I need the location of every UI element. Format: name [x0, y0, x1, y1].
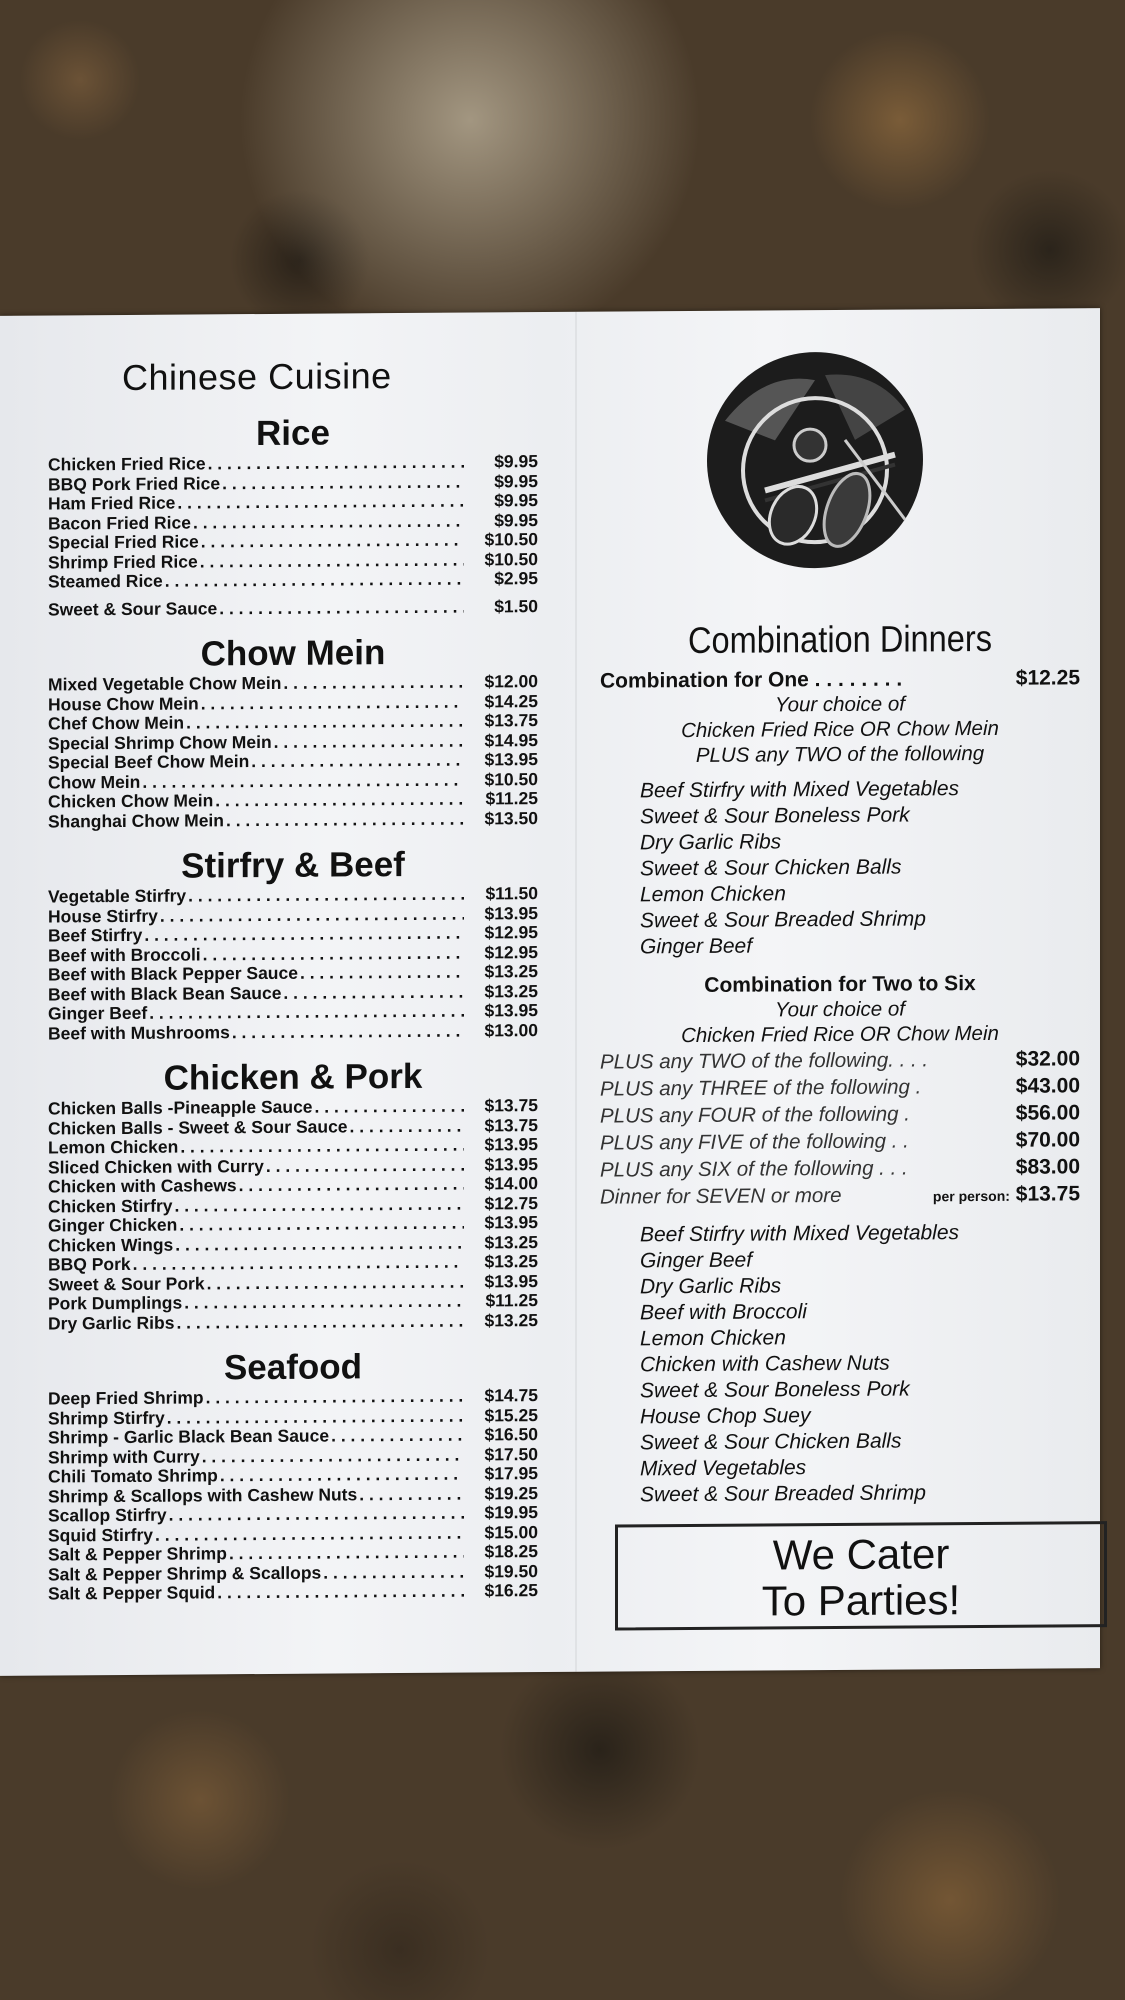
leader-dots: [220, 1465, 464, 1486]
menu-item-price: $13.25: [484, 1231, 538, 1252]
leader-dots: [133, 1253, 464, 1275]
leader-dots: [283, 673, 464, 694]
combination-option: Sweet & Sour Breaded Shrimp: [640, 907, 926, 933]
menu-item-price: $13.75: [484, 710, 538, 731]
leader-dots: [315, 1097, 464, 1118]
menu-item: [48, 1021, 538, 1044]
menu-item-price: $10.50: [484, 768, 538, 789]
menu-item-price: $9.95: [494, 451, 538, 472]
combination-title: Combination Dinners: [687, 617, 993, 662]
menu-item-price: $13.95: [484, 1212, 538, 1233]
leader-dots: [217, 1582, 464, 1603]
dinner-for-seven-row: [600, 1180, 1080, 1212]
menu-item-price: $19.95: [484, 1502, 538, 1523]
catering-box: [615, 1521, 1107, 1630]
menu-item-name: Sweet & Sour Pork: [48, 1272, 205, 1295]
menu-item-price: $1.50: [494, 595, 538, 616]
leader-dots: [266, 1155, 464, 1176]
leader-dots: [323, 1562, 464, 1582]
cater-line: We Cater: [772, 1530, 950, 1579]
menu-item-price: $13.95: [484, 1134, 538, 1155]
choice-line: Chicken Fried Rice OR Chow Mein: [681, 716, 999, 743]
per-person-label: per person:: [932, 1187, 1010, 1205]
menu-item-price: $19.25: [484, 1482, 538, 1503]
dinner-for-seven-label: Dinner for SEVEN or more: [600, 1183, 842, 1209]
menu-item-name: Chicken Balls - Sweet & Sour Sauce: [48, 1115, 348, 1139]
combination-option: Sweet & Sour Boneless Pork: [640, 1377, 910, 1403]
menu-item-name: Chicken Chow Mein: [48, 790, 214, 812]
menu-item-name: Steamed Rice: [48, 570, 163, 592]
leader-dots: [184, 1292, 464, 1313]
plus-label: PLUS any SIX of the following . . .: [600, 1156, 908, 1182]
menu-item-name: Ginger Chicken: [48, 1214, 178, 1236]
leader-dots: [222, 472, 464, 493]
leader-dots: [179, 1214, 464, 1235]
combination-option: Beef Stirfry with Mixed Vegetables: [640, 777, 960, 803]
leader-dots: [176, 1311, 464, 1333]
menu-item-name: Ham Fried Rice: [48, 492, 176, 514]
menu-item-price: $13.00: [484, 1019, 538, 1040]
menu-item-price: $10.50: [484, 529, 538, 550]
menu-item-price: $11.50: [485, 883, 538, 904]
menu-item-price: $10.50: [484, 548, 538, 569]
leader-dots: [219, 597, 464, 618]
plus-label: PLUS any FIVE of the following . .: [600, 1129, 909, 1155]
menu-item-name: Salt & Pepper Shrimp: [48, 1543, 227, 1565]
menu-item-price: $15.00: [484, 1521, 538, 1542]
plus-price: $56.00: [1015, 1101, 1080, 1125]
plus-price-row: [600, 1126, 1080, 1156]
menu-item-price: $17.95: [484, 1463, 538, 1484]
combination-option: Sweet & Sour Breaded Shrimp: [640, 1481, 926, 1507]
menu-item-price: $9.95: [494, 509, 538, 530]
menu-item-price: $2.95: [494, 568, 538, 589]
menu-item-price: $11.25: [485, 788, 538, 809]
menu-item-price: $14.95: [484, 729, 538, 750]
leader-dots: [350, 1116, 464, 1136]
menu-item-price: $13.75: [484, 1114, 538, 1135]
leader-dots: [274, 731, 464, 752]
menu-item-name: Beef with Black Bean Sauce: [48, 982, 282, 1005]
combination-option: Sweet & Sour Chicken Balls: [640, 1429, 902, 1455]
menu-item-price: $13.95: [484, 1270, 538, 1291]
menu-item: [48, 809, 538, 832]
leader-dots: [207, 1272, 464, 1293]
leader-dots: [188, 885, 464, 906]
leader-dots: [200, 550, 464, 571]
choice-line: PLUS any TWO of the following: [695, 741, 985, 767]
combination-option: Beef with Broccoli: [640, 1300, 807, 1325]
menu-item-price: $9.95: [494, 490, 538, 511]
cater-line: To Parties!: [761, 1576, 961, 1625]
menu-item-price: $13.25: [484, 1309, 538, 1330]
menu-item-price: $13.95: [484, 902, 538, 923]
plus-price: $43.00: [1015, 1074, 1080, 1098]
combination-option: Lemon Chicken: [640, 882, 786, 907]
combination-option: House Chop Suey: [640, 1404, 811, 1429]
plus-label: PLUS any FOUR of the following .: [600, 1102, 910, 1128]
leader-dots: [331, 1426, 464, 1446]
menu-item: [48, 597, 538, 620]
menu-item-name: Shrimp with Curry: [48, 1445, 200, 1468]
menu-item-price: $13.25: [484, 1251, 538, 1272]
leader-dots: [167, 1406, 464, 1428]
combination-option: Mixed Vegetables: [640, 1456, 807, 1481]
leader-dots: [359, 1484, 464, 1504]
menu-item-price: $13.95: [484, 1000, 538, 1021]
menu-item-name: BBQ Pork: [48, 1253, 131, 1275]
menu-section: [48, 632, 538, 831]
menu-item-price: $18.25: [484, 1541, 538, 1562]
menu-item-price: $13.25: [484, 980, 538, 1001]
menu-item-name: Lemon Chicken: [48, 1136, 179, 1158]
menu-item-name: Chili Tomato Shrimp: [48, 1465, 218, 1487]
leader-dots: [206, 1387, 464, 1408]
combination-option: Beef Stirfry with Mixed Vegetables: [640, 1221, 960, 1247]
plus-price: $83.00: [1015, 1155, 1080, 1179]
leader-dots: [251, 751, 464, 772]
section-heading: Chow Mein: [200, 633, 386, 674]
dinner-for-seven-price: $13.75: [1015, 1182, 1080, 1206]
plus-price-row: [600, 1045, 1080, 1075]
menu-item-price: $12.00: [484, 671, 538, 692]
menu-page: [0, 308, 1100, 1676]
plus-price: $70.00: [1015, 1128, 1080, 1152]
leader-dots: [160, 904, 464, 926]
menu-item-name: Beef Stirfry: [48, 924, 143, 946]
menu-item-name: Chow Mein: [48, 771, 141, 793]
plus-price-list: [600, 1045, 1080, 1183]
menu-item-name: Beef with Mushrooms: [48, 1021, 230, 1044]
leader-dots: [186, 712, 464, 733]
menu-item: [48, 1581, 538, 1604]
menu-item-name: Sliced Chicken with Curry: [48, 1155, 264, 1178]
menu-item-name: Scallop Stirfry: [48, 1504, 167, 1526]
combination-for-one-price: $12.25: [1015, 666, 1080, 690]
menu-item-price: $13.50: [484, 807, 538, 828]
menu-item-name: Chicken with Cashews: [48, 1175, 237, 1197]
plus-price: $32.00: [1015, 1047, 1080, 1071]
menu-title: Chinese Cuisine: [122, 355, 392, 398]
leader-dots: [144, 924, 464, 946]
leader-dots: [300, 963, 464, 984]
combination-option: Sweet & Sour Chicken Balls: [640, 855, 902, 881]
menu-item-name: Salt & Pepper Squid: [48, 1582, 216, 1604]
leader-dots: [201, 531, 464, 552]
leader-dots: [155, 1523, 464, 1545]
combination-option: Chicken with Cashew Nuts: [640, 1351, 890, 1377]
combination-option: Ginger Beef: [640, 1248, 753, 1273]
choice-line: Your choice of: [775, 997, 905, 1022]
menu-item-price: $14.25: [484, 690, 538, 711]
menu-item-price: $19.50: [484, 1560, 538, 1581]
leader-dots: [177, 492, 464, 514]
menu-item-price: $9.95: [494, 470, 538, 491]
menu-item-name: Dry Garlic Ribs: [48, 1312, 175, 1334]
menu-item-name: Mixed Vegetable Chow Mein: [48, 672, 282, 695]
menu-item-name: Beef with Broccoli: [48, 943, 201, 966]
combination-option: Lemon Chicken: [640, 1326, 786, 1351]
leader-dots: [201, 692, 464, 713]
menu-item-name: House Stirfry: [48, 905, 158, 927]
choice-line: Your choice of: [775, 692, 905, 717]
menu-item-name: Vegetable Stirfry: [48, 885, 187, 907]
menu-item-price: $16.25: [484, 1580, 538, 1601]
menu-item-name: Chef Chow Mein: [48, 712, 185, 734]
menu-section: [48, 844, 538, 1043]
multi-options-list: [640, 1219, 1080, 1508]
plus-price-row: [600, 1099, 1080, 1129]
menu-item-price: $11.25: [485, 1290, 538, 1311]
leader-dots: [226, 809, 464, 830]
combination-option: Sweet & Sour Boneless Pork: [640, 803, 910, 829]
menu-right-column: [600, 348, 1080, 1630]
menu-item-name: Special Shrimp Chow Mein: [48, 731, 272, 754]
leader-dots: [174, 1194, 464, 1216]
menu-item-price: $17.50: [484, 1443, 538, 1464]
menu-item-price: $13.95: [484, 749, 538, 770]
combination-option: Dry Garlic Ribs: [640, 830, 782, 855]
leader-dots: [193, 511, 464, 532]
menu-item-name: Shrimp & Scallops with Cashew Nuts: [48, 1483, 358, 1507]
menu-item: [48, 1311, 538, 1334]
section-heading: Rice: [256, 413, 330, 454]
menu-section: [48, 1346, 538, 1604]
restaurant-logo: [705, 349, 925, 571]
combination-option: Dry Garlic Ribs: [640, 1274, 782, 1299]
leader-dots: [232, 1021, 464, 1042]
menu-item-name: House Chow Mein: [48, 692, 199, 715]
leader-dots: [215, 790, 464, 811]
menu-item-name: Special Fried Rice: [48, 531, 199, 553]
menu-item-name: Chicken Balls -Pineapple Sauce: [48, 1096, 313, 1119]
menu-item-name: Chicken Fried Rice: [48, 453, 206, 475]
menu-item-price: $12.95: [484, 941, 538, 962]
section-heading: Seafood: [223, 1347, 363, 1388]
leader-dots: [180, 1136, 464, 1157]
menu-item-name: Squid Stirfry: [48, 1524, 154, 1546]
one-options-list: [640, 775, 1080, 960]
section-heading: Chicken & Pork: [163, 1056, 423, 1098]
leader-dots: [229, 1543, 464, 1564]
plus-label: PLUS any THREE of the following .: [600, 1075, 922, 1101]
menu-item-name: Chicken Stirfry: [48, 1195, 173, 1217]
menu-item-name: Beef with Black Pepper Sauce: [48, 962, 298, 985]
leader-dots: [149, 1002, 464, 1024]
menu-item-price: $14.00: [484, 1173, 538, 1194]
menu-item-price: $16.50: [484, 1424, 538, 1445]
menu-item-name: Bacon Fried Rice: [48, 512, 191, 534]
menu-item-name: Pork Dumplings: [48, 1292, 183, 1314]
combination-for-one: [600, 666, 1080, 693]
choice-line: Chicken Fried Rice OR Chow Mein: [681, 1021, 999, 1048]
combination-option: Ginger Beef: [640, 934, 753, 959]
leader-dots: [142, 770, 464, 792]
menu-item-name: BBQ Pork Fried Rice: [48, 472, 221, 495]
menu-item-name: Shrimp Stirfry: [48, 1407, 165, 1429]
leader-dots: [175, 1233, 464, 1255]
menu-item-price: $13.75: [484, 1095, 538, 1116]
menu-item-name: Salt & Pepper Shrimp & Scallops: [48, 1562, 322, 1585]
plus-price-row: [600, 1072, 1080, 1102]
section-heading: Stirfry & Beef: [181, 845, 405, 886]
leader-dots: [208, 453, 464, 474]
leader-dots: [203, 943, 464, 964]
menu-section: [48, 1056, 538, 1333]
combination-two-to-six: Combination for Two to Six: [704, 972, 976, 997]
menu-item-name: Ginger Beef: [48, 1002, 148, 1024]
menu-item-name: Shrimp Fried Rice: [48, 550, 198, 573]
menu-item-price: $15.25: [484, 1404, 538, 1425]
page-fold: [575, 312, 577, 1672]
leader-dots: [169, 1504, 464, 1526]
leader-dots: [202, 1445, 464, 1466]
menu-item-name: Chicken Wings: [48, 1234, 174, 1256]
plus-price-row: [600, 1153, 1080, 1183]
menu-item-price: $12.75: [484, 1192, 538, 1213]
menu-item-name: Shanghai Chow Mein: [48, 809, 224, 832]
menu-left-column: [48, 412, 538, 1620]
menu-section: [48, 412, 538, 619]
menu-item-price: $14.75: [484, 1385, 538, 1406]
menu-item-name: Special Beef Chow Mein: [48, 751, 250, 773]
menu-item-name: Deep Fried Shrimp: [48, 1387, 204, 1409]
leader-dots: [239, 1175, 464, 1196]
leader-dots: [165, 570, 464, 592]
plus-label: PLUS any TWO of the following. . . .: [600, 1048, 929, 1074]
menu-item-price: $13.95: [484, 1153, 538, 1174]
menu-item-name: Sweet & Sour Sauce: [48, 597, 218, 620]
menu-item-price: $12.95: [484, 922, 538, 943]
leader-dots: [283, 982, 464, 1003]
menu-item-name: Shrimp - Garlic Black Bean Sauce: [48, 1425, 330, 1448]
combination-for-one-label: Combination for One . . . . . . . .: [600, 667, 903, 693]
menu-item-price: $13.25: [484, 961, 538, 982]
